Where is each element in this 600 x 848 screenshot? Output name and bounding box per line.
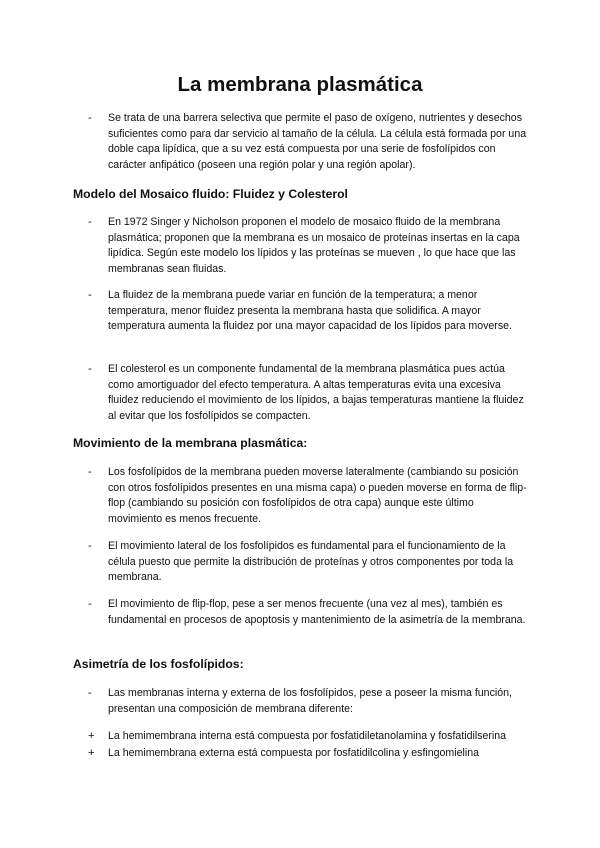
list-item	[88, 729, 528, 745]
list-item	[88, 465, 528, 527]
page-title: La membrana plasmática	[177, 73, 423, 96]
list-marker: -	[88, 363, 92, 375]
list-marker: -	[88, 598, 92, 610]
list-item-text: Los fosfolípidos de la membrana pueden moverse lateralmente (cambiando su posición con otros fosfolípidos presentes en una misma capa) o pueden moverse en forma de flip-flop (cambiando su posición con fosfolípidos de otra capa) aunque este último movimiento es menos frecuente.	[108, 466, 527, 525]
list-item	[88, 746, 528, 762]
list-item-text: La fluidez de la membrana puede variar en función de la temperatura; a menor temperatura, menor fluidez presenta la membrana hasta que solidifica. A mayor temperatura aumenta la fluidez por una mayor capacidad de los lípidos para moverse.	[108, 289, 512, 333]
list-marker: -	[88, 687, 92, 699]
list-item-text: El movimiento lateral de los fosfolípidos es fundamental para el funcionamiento de la célula puesto que permite la distribución de proteínas y otros componentes por toda la membrana.	[108, 540, 514, 584]
list-item-text: La hemimembrana interna está compuesta por fosfatidiletanolamina y fosfatidilserina	[108, 730, 507, 742]
list-item-text: La hemimembrana externa está compuesta por fosfatidilcolina y esfingomielina	[108, 747, 479, 759]
list-item	[88, 597, 528, 628]
intro-list-item	[88, 111, 528, 173]
list-item	[88, 288, 528, 335]
list-marker: +	[88, 747, 95, 759]
list-item	[88, 686, 528, 717]
section-heading-mosaic-model: Modelo del Mosaico fluido: Fluidez y Colesterol	[73, 187, 348, 201]
list-marker: -	[88, 466, 92, 478]
list-item	[88, 362, 528, 424]
section-heading-membrane-movement: Movimiento de la membrana plasmática:	[73, 436, 308, 450]
section-heading-asymmetry: Asimetría de los fosfolípidos:	[73, 657, 244, 671]
list-item-text: Las membranas interna y externa de los fosfolípidos, pese a poseer la misma función, presentan una composición de membrana diferente:	[108, 687, 512, 715]
list-item	[88, 539, 528, 586]
list-item-text: El movimiento de flip-flop, pese a ser menos frecuente (una vez al mes), también es fundamental en procesos de apoptosis y mantenimiento de la asimetría de la membrana.	[108, 598, 526, 626]
list-marker: -	[88, 289, 92, 301]
list-marker: -	[88, 540, 92, 552]
list-item-text: En 1972 Singer y Nicholson proponen el modelo de mosaico fluido de la membrana plasmática; proponen que la membrana es un mosaico de proteínas insertas en la capa lipídica. Según este modelo los lípidos y las proteínas se mueven , lo que hace que las membranas sean fluidas.	[108, 216, 520, 275]
list-item	[88, 215, 528, 277]
list-marker: -	[88, 112, 92, 124]
list-item-text: Se trata de una barrera selectiva que permite el paso de oxígeno, nutrientes y desechos suficientes como para dar servicio al tamaño de la célula. La célula está formada por una doble capa lipídica, que a su vez está compuesta por una serie de fosfolípidos con carácter anfipático (poseen una región polar y una región apolar).	[108, 112, 527, 171]
list-marker: +	[88, 730, 95, 742]
list-item-text: El colesterol es un componente fundamental de la membrana plasmática pues actúa como amortiguador del efecto temperatura. A altas temperaturas evita una excesiva fluidez reduciendo el movimiento de los lípidos, a bajas temperaturas mantiene la fluidez al evitar que los fosfolípidos se compacten.	[108, 363, 524, 422]
list-marker: -	[88, 216, 92, 228]
